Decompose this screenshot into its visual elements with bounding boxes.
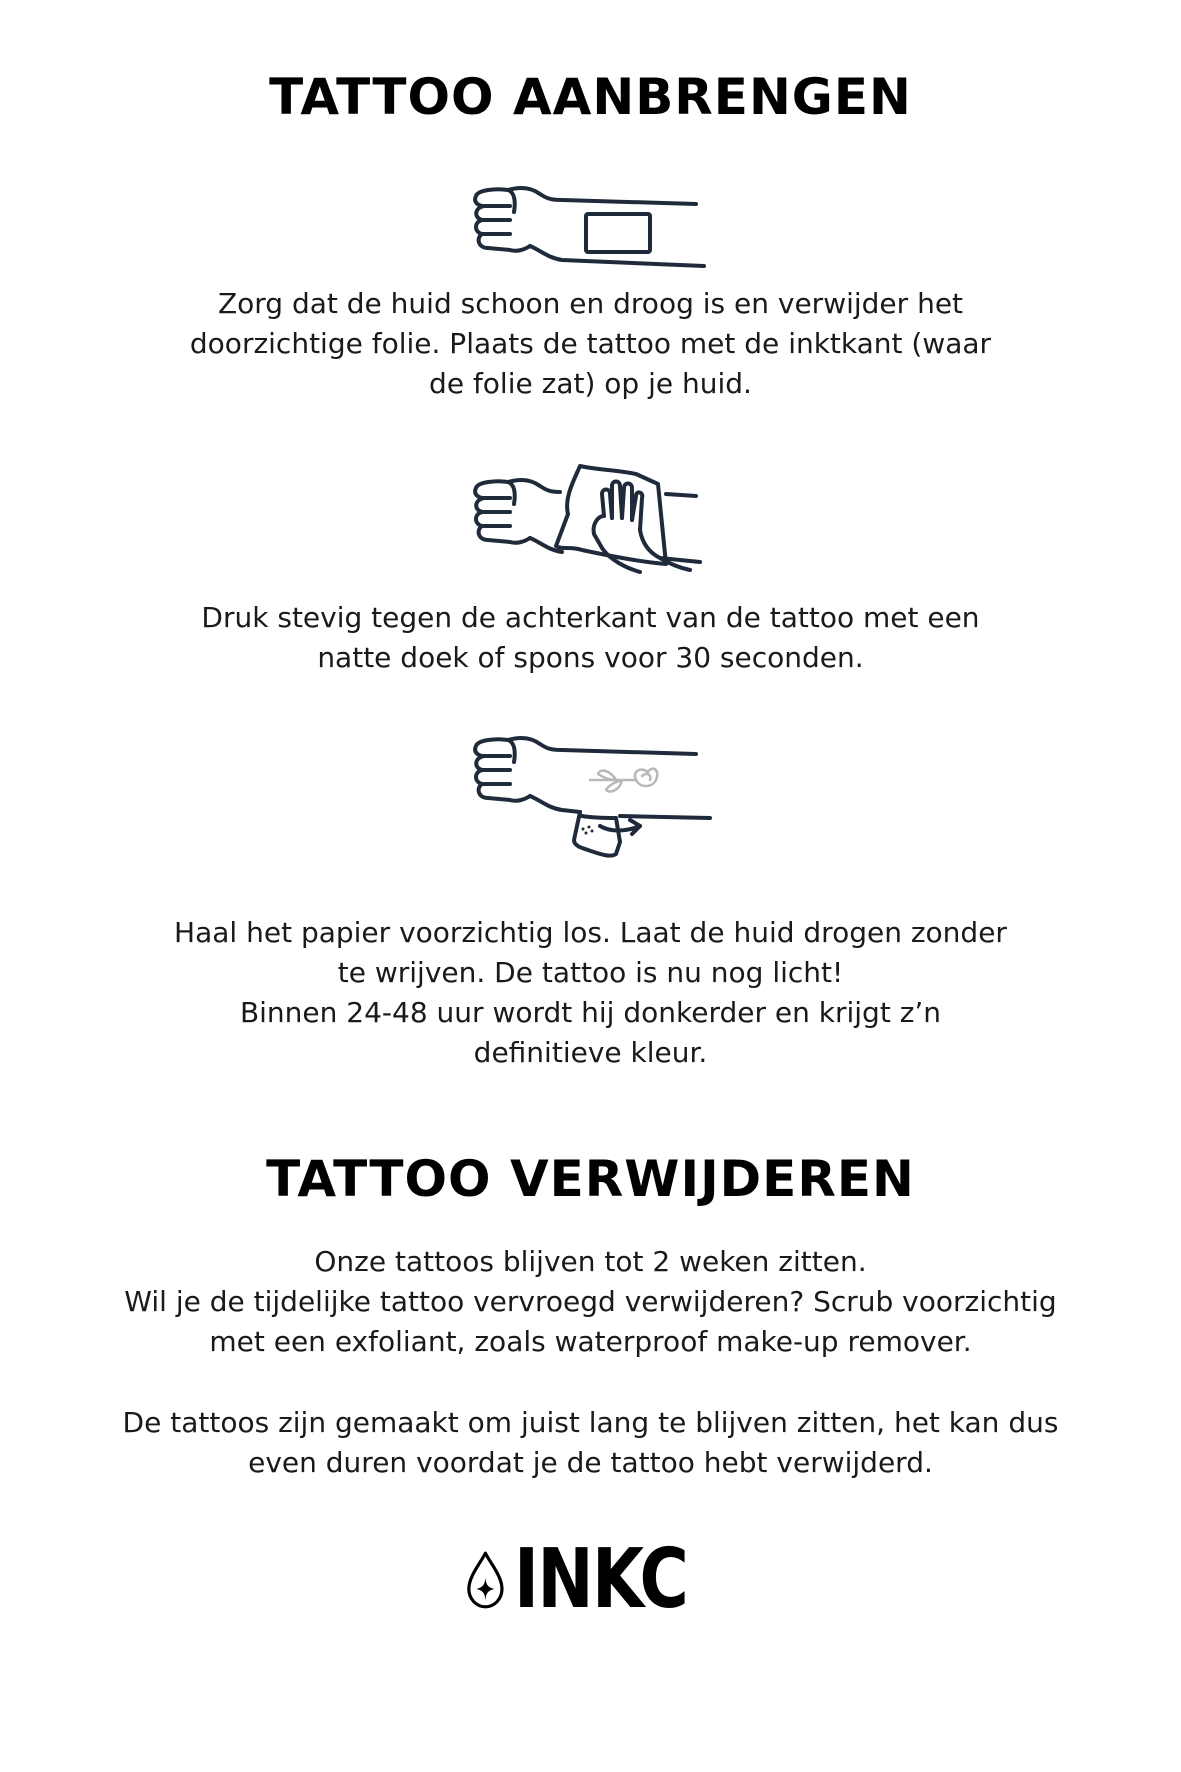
text-line: Onze tattoos blijven tot 2 weken zitten.	[314, 1245, 867, 1278]
remove-paragraph-1	[0, 1242, 1181, 1362]
ink-drop-star-icon	[465, 1534, 506, 1626]
arm-with-tattoo-sheet-icon	[470, 182, 710, 274]
text-line: even duren voordat je de tattoo hebt verwijderd.	[248, 1446, 933, 1479]
remove-title: TATTOO VERWIJDEREN	[266, 1150, 915, 1208]
text-line: te wrijven. De tattoo is nu nog licht!	[337, 956, 844, 989]
text-line: de folie zat) op je huid.	[429, 367, 752, 400]
text-line: Druk stevig tegen de achterkant van de tattoo met een	[201, 601, 980, 634]
brand-name: INKC	[513, 1532, 687, 1627]
text-line: Zorg dat de huid schoon en droog is en verwijder het	[217, 287, 964, 320]
text-line: De tattoos zijn gemaakt om juist lang te blijven zitten, het kan dus	[122, 1406, 1059, 1439]
text-line: Binnen 24-48 uur wordt hij donkerder en krijgt z’n	[239, 996, 942, 1029]
text-line: met een exfoliant, zoals waterproof make-up remover.	[209, 1325, 972, 1358]
text-line: definitieve kleur.	[473, 1036, 708, 1069]
peeling-paper-rose-tattoo-icon	[470, 732, 720, 862]
text-line: doorzichtige folie. Plaats de tattoo met de inktkant (waar	[189, 327, 992, 360]
hand-pressing-wet-cloth-icon	[470, 454, 710, 584]
text-line: Haal het papier voorzichtig los. Laat de huid drogen zonder	[174, 916, 1007, 949]
apply-title: TATTOO AANBRENGEN	[269, 68, 912, 126]
apply-step-3-text	[0, 913, 1181, 1073]
apply-step-1-text	[0, 284, 1181, 404]
text-line: Wil je de tijdelijke tattoo vervroegd verwijderen? Scrub voorzichtig	[124, 1285, 1057, 1318]
brand-logo	[465, 1530, 725, 1630]
remove-paragraph-2	[0, 1403, 1181, 1483]
apply-step-2-text	[0, 598, 1181, 678]
text-line: natte doek of spons voor 30 seconden.	[317, 641, 864, 674]
